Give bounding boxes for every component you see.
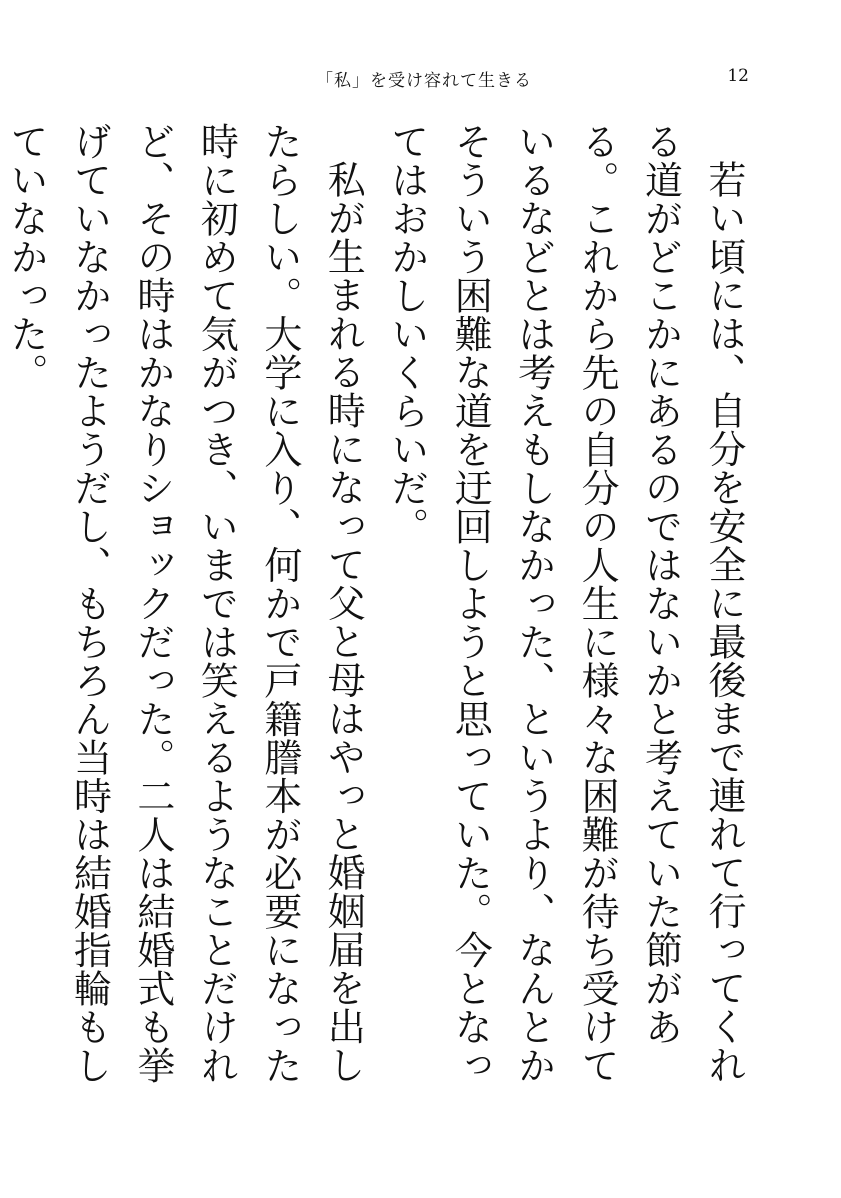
paragraph-1: 若い頃には、自分を安全に最後まで連れて行ってくれる道がどこかにあるのではないかと考えていた節がある。これから先の自分の人生に様々な困難が待ち受けているなどとは考えもしなかった、というより、なんとかそういう困難な道を迂回しようと思っていた。今となってはおかしいくらいだ。 bbox=[384, 122, 746, 1085]
vertical-body-text bbox=[4, 122, 755, 1122]
paragraph-2: 私が生まれる時になって父と母はやっと婚姻届を出したらしい。大学に入り、何かで戸籍謄本が必要になった時に初めて気がつき、いまでは笑えるようなことだけれど、その時はかなりショックだった。二人は結婚式も挙げていなかったようだし、もちろん当時は結婚指輪もしていなかった。 bbox=[4, 122, 366, 1085]
running-title: 「私」を受け容れて生きる bbox=[316, 71, 532, 91]
page-number: 12 bbox=[727, 66, 749, 86]
